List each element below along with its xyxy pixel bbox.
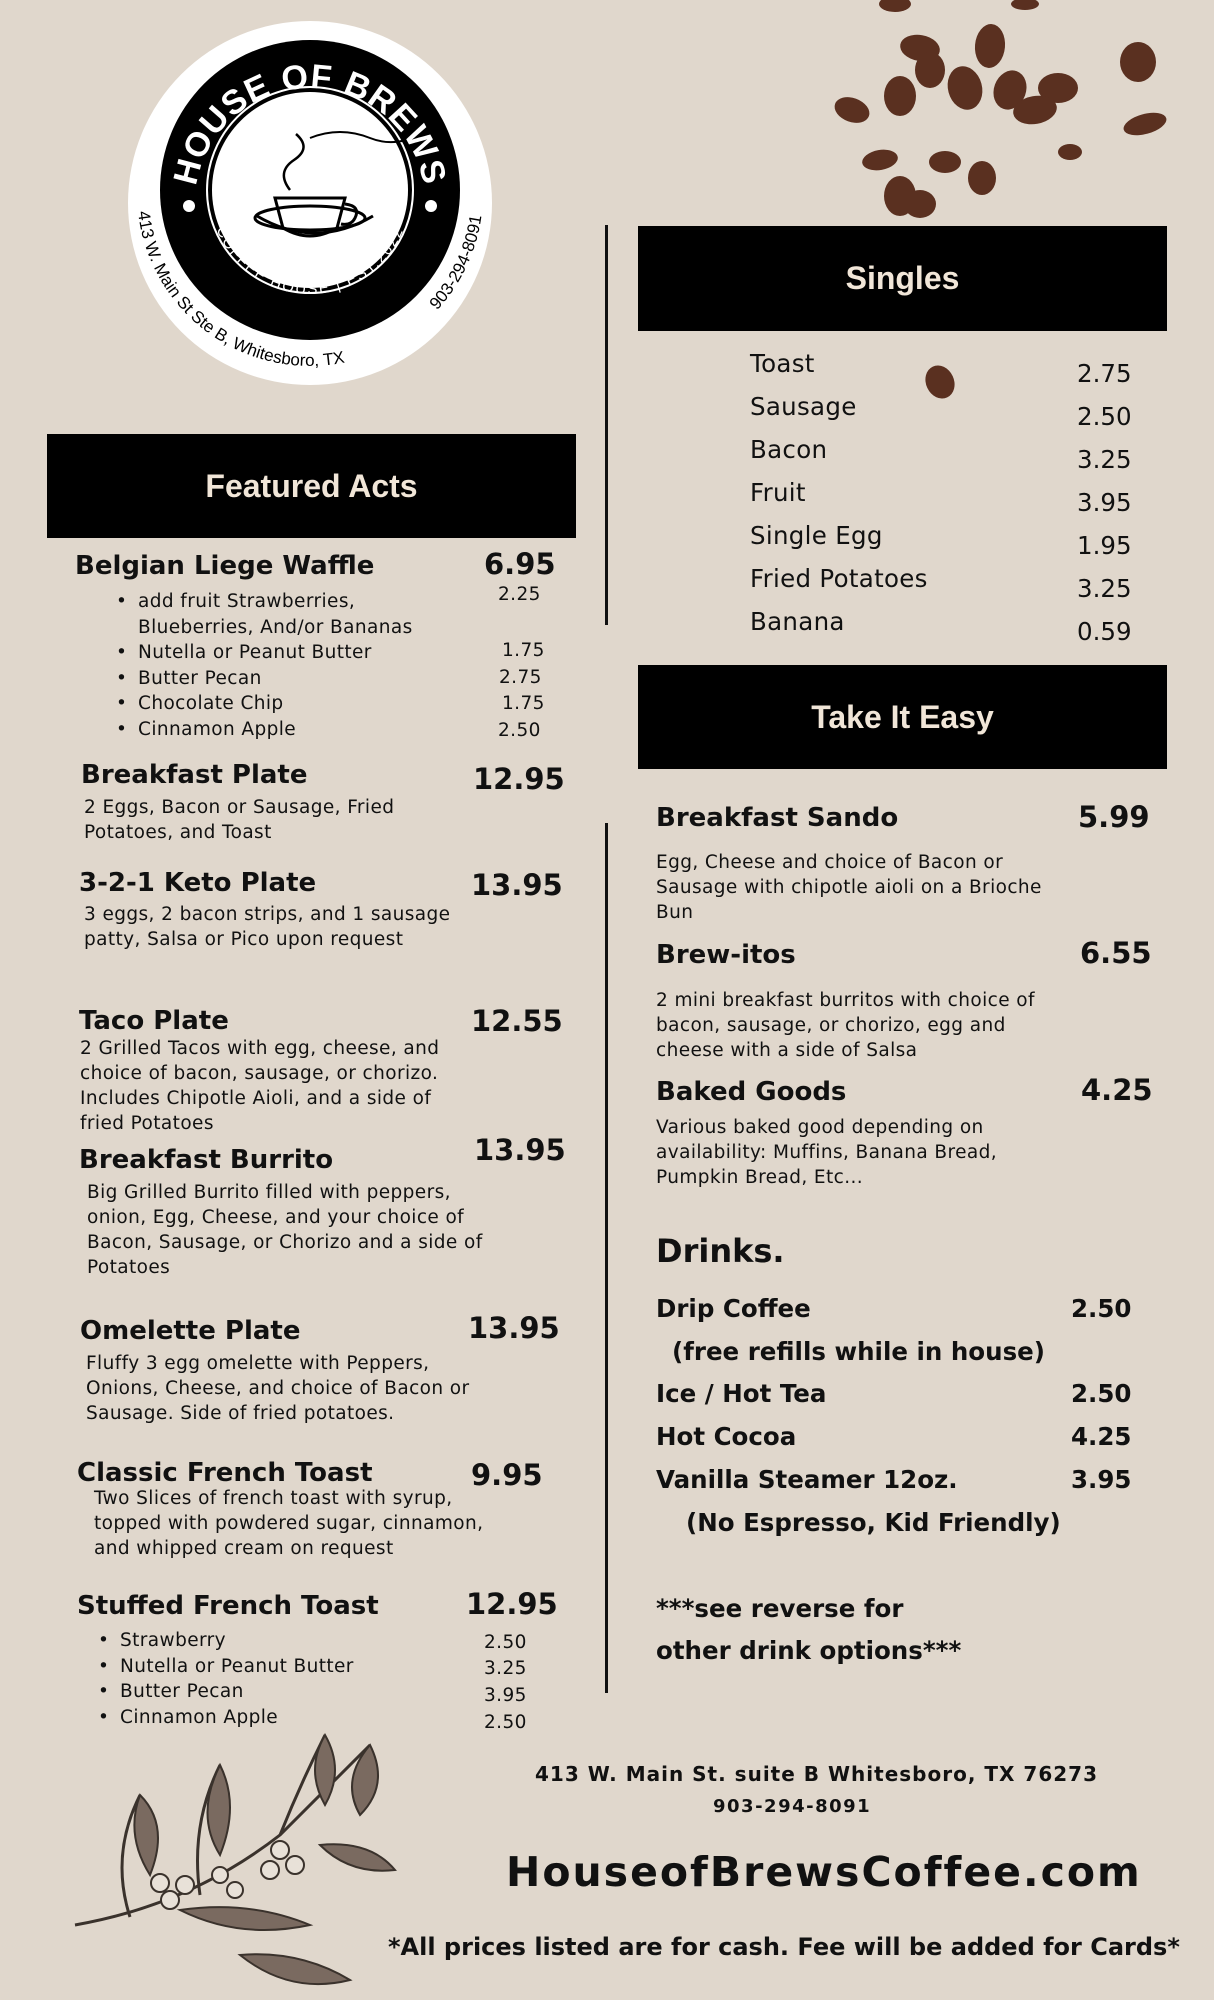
drink-name: Hot Cocoa xyxy=(656,1422,797,1451)
single-item-price: 2.50 xyxy=(1077,402,1132,431)
item-price: 6.55 xyxy=(1080,936,1152,970)
website-link[interactable]: HouseofBrewsCoffee.com xyxy=(506,1848,1142,1896)
reverse-note-line1: ***see reverse for xyxy=(656,1594,904,1623)
coffee-beans-decoration xyxy=(790,0,1214,410)
drink-price: 2.50 xyxy=(1071,1379,1132,1408)
footer-address: 413 W. Main St. suite B Whitesboro, TX 76273 xyxy=(535,1762,1098,1786)
svg-text:903-294-8091 xyxy=(426,214,486,314)
item-price: 12.55 xyxy=(471,1004,563,1038)
item-description: 2 mini breakfast burritos with choice of bacon, sausage, or chorizo, egg and cheese with a side of Salsa xyxy=(656,990,1035,1061)
option-price: 2.25 xyxy=(498,584,541,605)
single-item-name: Fruit xyxy=(750,478,806,507)
single-item-name: Bacon xyxy=(750,435,828,464)
divider-line xyxy=(605,225,608,625)
option-item: • Chocolate Chip xyxy=(110,691,550,717)
logo-text xyxy=(125,18,495,388)
item-name: Brew-itos xyxy=(656,940,796,970)
single-item-name: Single Egg xyxy=(750,521,883,550)
drink-name: Drip Coffee xyxy=(656,1294,811,1323)
option-price: 3.95 xyxy=(484,1685,527,1706)
item-price: 13.95 xyxy=(474,1133,566,1167)
option-item: • Cinnamon Apple xyxy=(110,717,550,743)
drink-price: 3.95 xyxy=(1071,1465,1132,1494)
drink-name: Ice / Hot Tea xyxy=(656,1379,827,1408)
option-price: 1.75 xyxy=(502,640,545,661)
single-item-name: Banana xyxy=(750,607,845,636)
option-item: • Nutella or Peanut Butter xyxy=(110,640,550,666)
footer-phone: 903-294-8091 xyxy=(713,1796,872,1817)
svg-text:COFFEE HOUSE | EST.2022 xyxy=(213,224,408,298)
item-name: Stuffed French Toast xyxy=(77,1591,379,1621)
logo xyxy=(125,18,495,388)
item-name: Breakfast Plate xyxy=(81,760,308,790)
easy-heading: Take It Easy xyxy=(638,665,1167,769)
drink-note: (free refills while in house) xyxy=(672,1337,1045,1366)
item-price: 9.95 xyxy=(471,1458,543,1492)
single-item-price: 1.95 xyxy=(1077,531,1132,560)
option-list xyxy=(92,1628,412,1730)
single-item-name: Toast xyxy=(750,349,815,378)
item-description: Egg, Cheese and choice of Bacon or Sausage with chipotle aioli on a Brioche Bun xyxy=(656,852,1042,923)
item-price: 5.99 xyxy=(1078,800,1150,834)
single-item-price: 0.59 xyxy=(1077,617,1132,646)
item-name: Omelette Plate xyxy=(80,1316,301,1346)
item-description: Big Grilled Burrito filled with peppers, onion, Egg, Cheese, and your choice of Bacon, Sausage, or Chorizo and a side of Potatoes xyxy=(87,1182,483,1278)
option-item: • Cinnamon Apple xyxy=(92,1705,412,1731)
item-name: Taco Plate xyxy=(79,1006,229,1036)
option-item: • Butter Pecan xyxy=(110,666,550,692)
item-name: Belgian Liege Waffle xyxy=(75,551,375,581)
drink-price: 4.25 xyxy=(1071,1422,1132,1451)
option-price: 1.75 xyxy=(502,693,545,714)
item-price: 4.25 xyxy=(1081,1073,1153,1107)
item-price: 13.95 xyxy=(468,1311,560,1345)
item-name: Classic French Toast xyxy=(77,1458,373,1488)
logo-address: 413 W. Main St Ste B, Whitesboro, TX xyxy=(133,209,346,370)
coffee-plant-illustration xyxy=(70,1725,440,2000)
drink-price: 2.50 xyxy=(1071,1294,1132,1323)
single-item-price: 3.25 xyxy=(1077,445,1132,474)
item-description: Two Slices of french toast with syrup, topped with powdered sugar, cinnamon, and whipped cream on request xyxy=(94,1488,484,1559)
logo-name: HOUSE OF BREWS xyxy=(166,57,454,189)
item-description: 2 Eggs, Bacon or Sausage, Fried Potatoes, and Toast xyxy=(84,797,395,843)
item-price: 12.95 xyxy=(466,1587,558,1621)
single-item-name: Fried Potatoes xyxy=(750,564,928,593)
drinks-heading: Drinks. xyxy=(656,1232,785,1270)
item-name: 3-2-1 Keto Plate xyxy=(79,868,317,898)
option-price: 2.75 xyxy=(499,667,542,688)
single-item-name: Sausage xyxy=(750,392,857,421)
singles-heading: Singles xyxy=(638,226,1167,331)
reverse-note-line2: other drink options*** xyxy=(656,1636,962,1665)
item-name: Breakfast Sando xyxy=(656,803,899,833)
logo-phone: 903-294-8091 xyxy=(425,213,486,314)
divider-line xyxy=(605,823,608,1693)
payment-note: *All prices listed are for cash. Fee will be added for Cards* xyxy=(388,1933,1180,1961)
single-item-price: 2.75 xyxy=(1077,359,1132,388)
single-item-price: 3.95 xyxy=(1077,488,1132,517)
option-price: 2.50 xyxy=(484,1632,527,1653)
option-item: • Strawberry xyxy=(92,1628,412,1654)
option-price: 2.50 xyxy=(484,1712,527,1733)
drink-name: Vanilla Steamer 12oz. xyxy=(656,1465,958,1494)
item-description: Fluffy 3 egg omelette with Peppers, Onions, Cheese, and choice of Bacon or Sausage. Side of fried potatoes. xyxy=(86,1353,470,1424)
item-price: 13.95 xyxy=(471,868,563,902)
item-description: Various baked good depending on availability: Muffins, Banana Bread, Pumpkin Bread, Etc... xyxy=(656,1117,998,1188)
option-item: • add fruit Strawberries, Blueberries, And/or Bananas xyxy=(110,589,438,640)
item-price: 12.95 xyxy=(473,762,565,796)
item-description: 2 Grilled Tacos with egg, cheese, and choice of bacon, sausage, or chorizo. Includes Chipotle Aioli, and a side of fried Potatoes xyxy=(80,1038,440,1134)
featured-heading: Featured Acts xyxy=(47,434,576,538)
svg-text:HOUSE OF BREWS xyxy=(166,57,453,188)
drink-note: (No Espresso, Kid Friendly) xyxy=(686,1508,1061,1537)
option-price: 2.50 xyxy=(498,720,541,741)
item-name: Baked Goods xyxy=(656,1077,847,1107)
item-price: 6.95 xyxy=(484,547,556,581)
item-description: 3 eggs, 2 bacon strips, and 1 sausage patty, Salsa or Pico upon request xyxy=(84,904,451,950)
option-item: • Nutella or Peanut Butter xyxy=(92,1654,412,1680)
option-price: 3.25 xyxy=(484,1658,527,1679)
single-item-price: 3.25 xyxy=(1077,574,1132,603)
logo-tagline: COFFEE HOUSE | EST.2022 xyxy=(212,223,408,299)
option-list xyxy=(110,589,550,742)
option-item: • Butter Pecan xyxy=(92,1679,412,1705)
item-name: Breakfast Burrito xyxy=(79,1145,334,1175)
